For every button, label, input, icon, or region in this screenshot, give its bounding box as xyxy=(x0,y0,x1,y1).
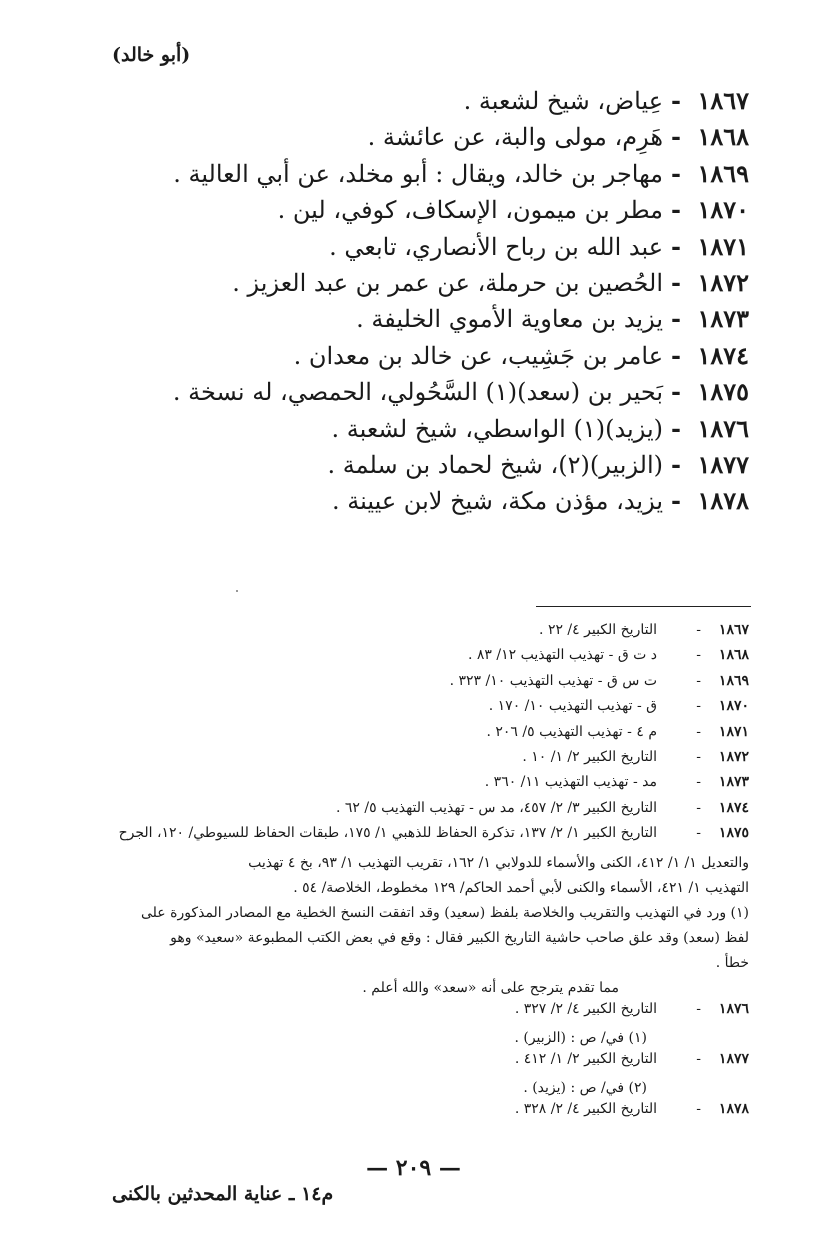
entry-row xyxy=(89,450,749,486)
entry-dash: - xyxy=(671,413,681,443)
entry-number: ١٨٧٨ xyxy=(697,486,749,516)
note-number: ١٨٧٣ xyxy=(718,774,749,791)
entry-row xyxy=(89,341,749,377)
note-number: ١٨٧١ xyxy=(718,723,749,740)
entry-text: عامر بن جَشِيب، عن خالد بن معدان . xyxy=(293,341,664,370)
note-text: ق - تهذيب التهذيب ١٠/ ١٧٠ . xyxy=(488,698,657,715)
entry-number: ١٨٧١ xyxy=(697,231,749,261)
note-dash: - xyxy=(696,723,701,740)
note-dash: - xyxy=(696,647,701,664)
note-number: ١٨٧٥ xyxy=(718,825,749,842)
note-row xyxy=(99,774,749,799)
note-number: ١٨٧٢ xyxy=(718,748,749,765)
entry-number: ١٨٧٤ xyxy=(697,340,749,370)
footnote-line: (١) ورد في التهذيب والتقريب والخلاصة بلفظ (سعيد) وقد اتفقت النسخ الخطية مع المصادر المذكورة على xyxy=(141,904,749,921)
note-text: التاريخ الكبير ٢/ ١/ ٤١٢ . xyxy=(514,1050,657,1067)
note-dash: - xyxy=(696,825,701,842)
note-row xyxy=(99,1051,749,1076)
entry-dash: - xyxy=(671,304,681,334)
note-continuation: التهذيب ١/ ٤٢١، الأسماء والكنى لأبي أحمد الحاكم/ ١٢٩ مخطوط، الخلاصة/ ٥٤ . xyxy=(293,879,749,896)
note-row xyxy=(99,1001,749,1026)
note-text: التاريخ الكبير ١/ ٢/ ١٣٧، تذكرة الحفاظ للذهبي ١/ ١٧٥، طبقات الحفاظ للسيوطي/ ١٢٠، الجرح xyxy=(118,825,657,842)
entry-row xyxy=(89,86,749,122)
note-text: د ت ق - تهذيب التهذيب ١٢/ ٨٣ . xyxy=(467,647,657,664)
entry-number: ١٨٧٧ xyxy=(697,449,749,479)
note-row xyxy=(99,1101,749,1126)
note-dash: - xyxy=(696,748,701,765)
note-number: ١٨٧٤ xyxy=(718,799,749,816)
note-dash: - xyxy=(696,1101,701,1118)
entry-number: ١٨٦٩ xyxy=(697,158,749,188)
note-text: مد - تهذيب التهذيب ١١/ ٣٦٠ . xyxy=(484,774,657,791)
note-dash: - xyxy=(696,1050,701,1067)
note-text: م ٤ - تهذيب التهذيب ٥/ ٢٠٦ . xyxy=(486,723,657,740)
entry-dash: - xyxy=(671,231,681,261)
entry-number: ١٨٧٥ xyxy=(697,377,749,407)
note-number: ١٨٦٩ xyxy=(718,672,749,689)
note-number: ١٨٦٨ xyxy=(718,647,749,664)
note-dash: - xyxy=(696,1000,701,1017)
entry-row xyxy=(89,414,749,450)
entry-dash: - xyxy=(671,122,681,152)
entry-row xyxy=(89,159,749,195)
note-number: ١٨٧٦ xyxy=(718,1000,749,1017)
entry-text: (الزبير)(٢)، شيخ لحماد بن سلمة . xyxy=(327,450,664,479)
entry-number: ١٨٧٢ xyxy=(697,267,749,297)
entry-text: (يزيد)(١) الواسطي، شيخ لشعبة . xyxy=(331,414,664,443)
entry-text: عبد الله بن رباح الأنصاري، تابعي . xyxy=(329,232,664,261)
note-number: ١٨٧٨ xyxy=(718,1101,749,1118)
running-header: (أبو خالد) xyxy=(112,44,191,66)
entry-row xyxy=(89,377,749,413)
note-text: ت س ق - تهذيب التهذيب ١٠/ ٣٢٣ . xyxy=(449,672,657,689)
page-number: — ٢٠٩ — xyxy=(366,1155,461,1181)
note-row xyxy=(99,673,749,698)
note-row xyxy=(99,724,749,749)
entry-text: عِياض، شيخ لشعبة . xyxy=(463,87,664,115)
entry-dash: - xyxy=(671,158,681,188)
note-row xyxy=(99,698,749,723)
entry-text: الحُصين بن حرملة، عن عمر بن عبد العزيز . xyxy=(232,268,664,297)
footnote-line: (١) في/ ص : (الزبير) . xyxy=(514,1029,647,1046)
entry-number: ١٨٧٠ xyxy=(697,195,749,225)
note-row xyxy=(99,647,749,672)
entry-row xyxy=(89,486,749,522)
footnote-line: لفظ (سعد) وقد علق صاحب حاشية التاريخ الكبير فقال : وقع في بعض الكتب المطبوعة «سعيد» وهو xyxy=(170,929,749,946)
entry-text: يزيد، مؤذن مكة، شيخ لابن عيينة . xyxy=(332,487,664,516)
entry-dash: - xyxy=(671,195,681,225)
entry-number: ١٨٦٨ xyxy=(697,122,749,152)
entry-text: مطر بن ميمون، الإسكاف، كوفي، لين . xyxy=(277,196,664,225)
stray-mark xyxy=(236,590,238,592)
note-text: التاريخ الكبير ٣/ ٢/ ٤٥٧، مد س - تهذيب التهذيب ٥/ ٦٢ . xyxy=(336,799,657,816)
entry-text: يزيد بن معاوية الأموي الخليفة . xyxy=(356,305,664,334)
note-dash: - xyxy=(696,622,701,638)
note-dash: - xyxy=(696,672,701,689)
note-dash: - xyxy=(696,698,701,715)
note-dash: - xyxy=(696,774,701,791)
entry-text: بَحير بن (سعد)(١) السَّحُولي، الحمصي، له نسخة . xyxy=(172,378,664,407)
entry-number: ١٨٧٣ xyxy=(697,304,749,334)
note-row xyxy=(99,749,749,774)
note-number: ١٨٦٧ xyxy=(718,622,749,638)
entry-number: ١٨٧٦ xyxy=(697,413,749,443)
note-text: التاريخ الكبير ٢/ ١/ ١٠ . xyxy=(522,748,657,765)
note-row xyxy=(99,622,749,647)
running-footer: م١٤ ـ عناية المحدثين بالكنى xyxy=(112,1183,334,1205)
entry-text: مهاجر بن خالد، ويقال : أبو مخلد، عن أبي العالية . xyxy=(173,159,664,188)
note-dash: - xyxy=(696,799,701,816)
entry-dash: - xyxy=(671,377,681,407)
entry-dash: - xyxy=(671,86,681,115)
entry-row xyxy=(89,232,749,268)
entry-dash: - xyxy=(671,340,681,370)
note-number: ١٨٧٠ xyxy=(718,698,749,715)
note-number: ١٨٧٧ xyxy=(718,1050,749,1067)
entry-row xyxy=(89,122,749,158)
note-text: التاريخ الكبير ٤/ ٢٢ . xyxy=(539,622,657,638)
footnote-line: مما تقدم يترجح على أنه «سعد» والله أعلم . xyxy=(362,979,619,996)
entries-list xyxy=(89,86,749,523)
note-row xyxy=(99,800,749,825)
entry-dash: - xyxy=(671,449,681,479)
entry-dash: - xyxy=(671,267,681,297)
note-text: التاريخ الكبير ٤/ ٢/ ٣٢٨ . xyxy=(514,1101,657,1118)
note-continuation: والتعديل ١/ ١/ ٤١٢، الكنى والأسماء للدولابي ١/ ١٦٢، تقريب التهذيب ١/ ٩٣، بخ ٤ تهذيب xyxy=(248,854,749,871)
entry-number: ١٨٦٧ xyxy=(697,86,749,115)
note-text: التاريخ الكبير ٤/ ٢/ ٣٢٧ . xyxy=(514,1000,657,1017)
note-row xyxy=(99,825,749,850)
entry-dash: - xyxy=(671,486,681,516)
footnote-separator xyxy=(536,606,751,607)
footnote-line: (٢) في/ ص : (يزيد) . xyxy=(523,1080,647,1097)
entry-row xyxy=(89,268,749,304)
entry-text: هَرِم، مولى والبة، عن عائشة . xyxy=(367,123,664,152)
footnotes xyxy=(99,622,749,1127)
entry-row xyxy=(89,304,749,340)
footnote-line: خطأ . xyxy=(715,954,749,971)
entry-row xyxy=(89,195,749,231)
